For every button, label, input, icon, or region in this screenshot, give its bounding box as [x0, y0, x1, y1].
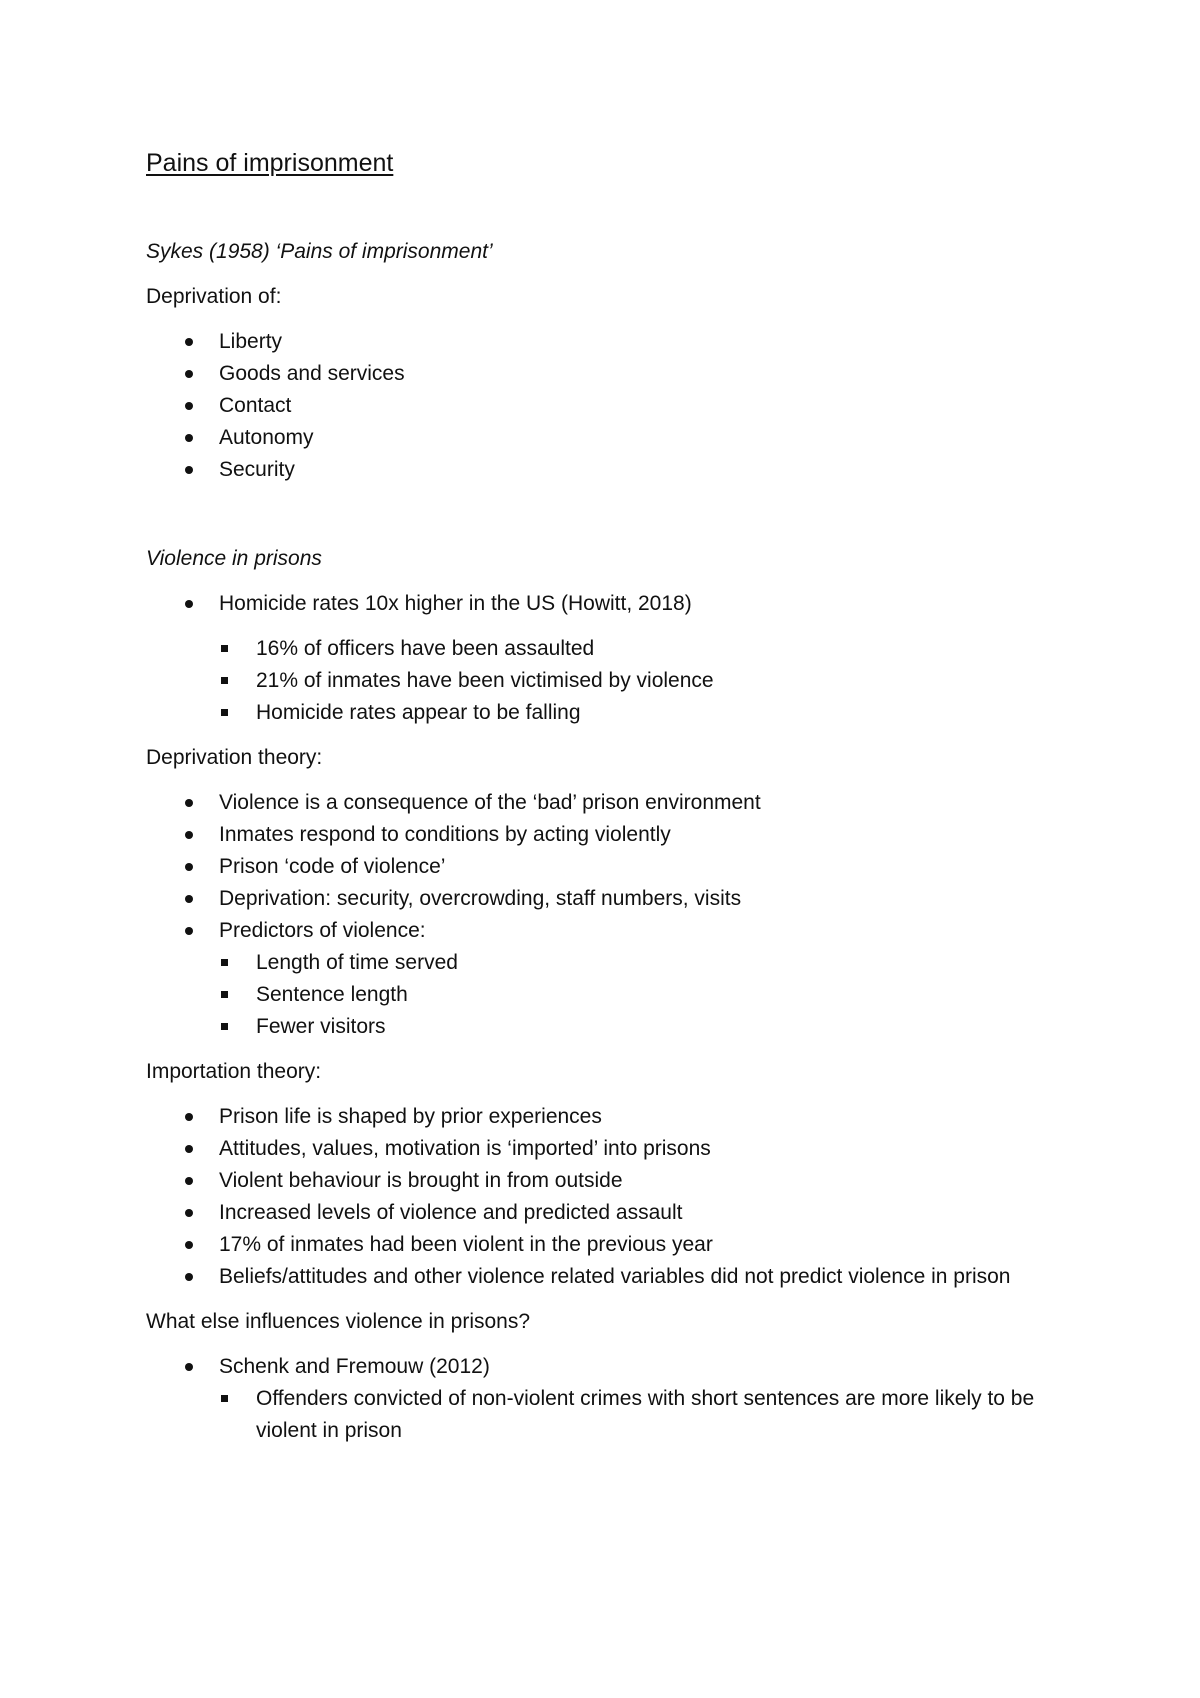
- bullet-icon: [185, 1209, 193, 1217]
- square-bullet-icon: [221, 959, 228, 966]
- list-item: [146, 819, 1066, 851]
- list-item-text: Schenk and Fremouw (2012): [219, 1355, 490, 1378]
- violence-sublist: [146, 633, 1066, 729]
- deprivation-theory-heading: Deprivation theory:: [146, 746, 323, 769]
- list-item-text: Security: [219, 458, 295, 481]
- list-item: [146, 422, 1066, 454]
- bullet-icon: [185, 1363, 193, 1371]
- list-item-text: 17% of inmates had been violent in the previous year: [219, 1233, 713, 1256]
- list-item: [146, 326, 1066, 358]
- what-else-list: [146, 1351, 1066, 1383]
- sub-list-item: [146, 947, 1066, 979]
- list-item-text: Inmates respond to conditions by acting violently: [219, 823, 671, 846]
- list-item: [146, 1133, 1066, 1165]
- what-else-heading: What else influences violence in prisons?: [146, 1310, 531, 1333]
- bullet-icon: [185, 434, 193, 442]
- list-item: [146, 883, 1066, 915]
- predictors-sublist: [146, 947, 1066, 1043]
- bullet-icon: [185, 799, 193, 807]
- list-item-text: Predictors of violence:: [219, 919, 426, 942]
- list-item: [146, 390, 1066, 422]
- list-item-text: Deprivation: security, overcrowding, staff numbers, visits: [219, 887, 742, 910]
- deprivation-of-label: Deprivation of:: [146, 285, 282, 308]
- square-bullet-icon: [221, 1395, 228, 1402]
- list-item-text: Autonomy: [219, 426, 314, 449]
- square-bullet-icon: [221, 991, 228, 998]
- sub-list-item-text: Sentence length: [256, 983, 408, 1006]
- bullet-icon: [185, 1177, 193, 1185]
- bullet-icon: [185, 895, 193, 903]
- importation-theory-heading: Importation theory:: [146, 1060, 322, 1083]
- list-item: [146, 588, 1066, 620]
- list-item-text: Contact: [219, 394, 292, 417]
- bullet-icon: [185, 338, 193, 346]
- square-bullet-icon: [221, 709, 228, 716]
- list-item-text: Prison life is shaped by prior experiences: [219, 1105, 602, 1128]
- list-item-text: Goods and services: [219, 362, 405, 385]
- square-bullet-icon: [221, 1023, 228, 1030]
- list-item-text: Increased levels of violence and predicted assault: [219, 1201, 683, 1224]
- list-item: [146, 1229, 1066, 1261]
- bullet-icon: [185, 402, 193, 410]
- sub-list-item-text: Offenders convicted of non-violent crimes with short sentences are more likely to be violent in prison: [256, 1387, 1035, 1442]
- list-item: [146, 1351, 1066, 1383]
- sub-list-item-text: Length of time served: [256, 951, 458, 974]
- what-else-sublist: [146, 1383, 1066, 1447]
- list-item-text: Beliefs/attitudes and other violence related variables did not predict violence in prison: [219, 1265, 1011, 1288]
- bullet-icon: [185, 1113, 193, 1121]
- bullet-icon: [185, 863, 193, 871]
- list-item-text: Violence is a consequence of the ‘bad’ prison environment: [219, 791, 761, 814]
- bullet-icon: [185, 370, 193, 378]
- list-item: [146, 1101, 1066, 1133]
- violence-heading: Violence in prisons: [146, 547, 322, 570]
- sub-list-item-text: Fewer visitors: [256, 1015, 386, 1038]
- bullet-icon: [185, 600, 193, 608]
- sub-list-item: [146, 633, 1066, 665]
- bullet-icon: [185, 1273, 193, 1281]
- list-item-text: Violent behaviour is brought in from outside: [219, 1169, 623, 1192]
- list-item-text: Attitudes, values, motivation is ‘imported’ into prisons: [219, 1137, 711, 1160]
- sub-list-item-text: Homicide rates appear to be falling: [256, 701, 581, 724]
- square-bullet-icon: [221, 645, 228, 652]
- list-item: [146, 787, 1066, 819]
- document-body: [146, 146, 1066, 1447]
- list-item-text: Liberty: [219, 330, 283, 353]
- deprivation-theory-list: [146, 787, 1066, 947]
- sub-list-item-text: 21% of inmates have been victimised by violence: [256, 669, 714, 692]
- list-item: [146, 358, 1066, 390]
- bullet-icon: [185, 831, 193, 839]
- sykes-heading: Sykes (1958) ‘Pains of imprisonment’: [146, 240, 493, 263]
- bullet-icon: [185, 1145, 193, 1153]
- page-title: Pains of imprisonment: [146, 149, 394, 177]
- deprivation-list: [146, 326, 1066, 486]
- sub-list-item: [146, 1383, 1066, 1447]
- importation-theory-list: [146, 1101, 1066, 1293]
- list-item: [146, 915, 1066, 947]
- sub-list-item: [146, 979, 1066, 1011]
- sub-list-item: [146, 665, 1066, 697]
- list-item: [146, 1165, 1066, 1197]
- sub-list-item: [146, 697, 1066, 729]
- violence-list: [146, 588, 1066, 620]
- sub-list-item: [146, 1011, 1066, 1043]
- list-item: [146, 454, 1066, 486]
- bullet-icon: [185, 1241, 193, 1249]
- sub-list-item-text: 16% of officers have been assaulted: [256, 637, 595, 660]
- list-item: [146, 1197, 1066, 1229]
- list-item: [146, 851, 1066, 883]
- square-bullet-icon: [221, 677, 228, 684]
- list-item-text: Homicide rates 10x higher in the US (Howitt, 2018): [219, 592, 692, 615]
- list-item: [146, 1261, 1066, 1293]
- bullet-icon: [185, 466, 193, 474]
- bullet-icon: [185, 927, 193, 935]
- list-item-text: Prison ‘code of violence’: [219, 855, 446, 878]
